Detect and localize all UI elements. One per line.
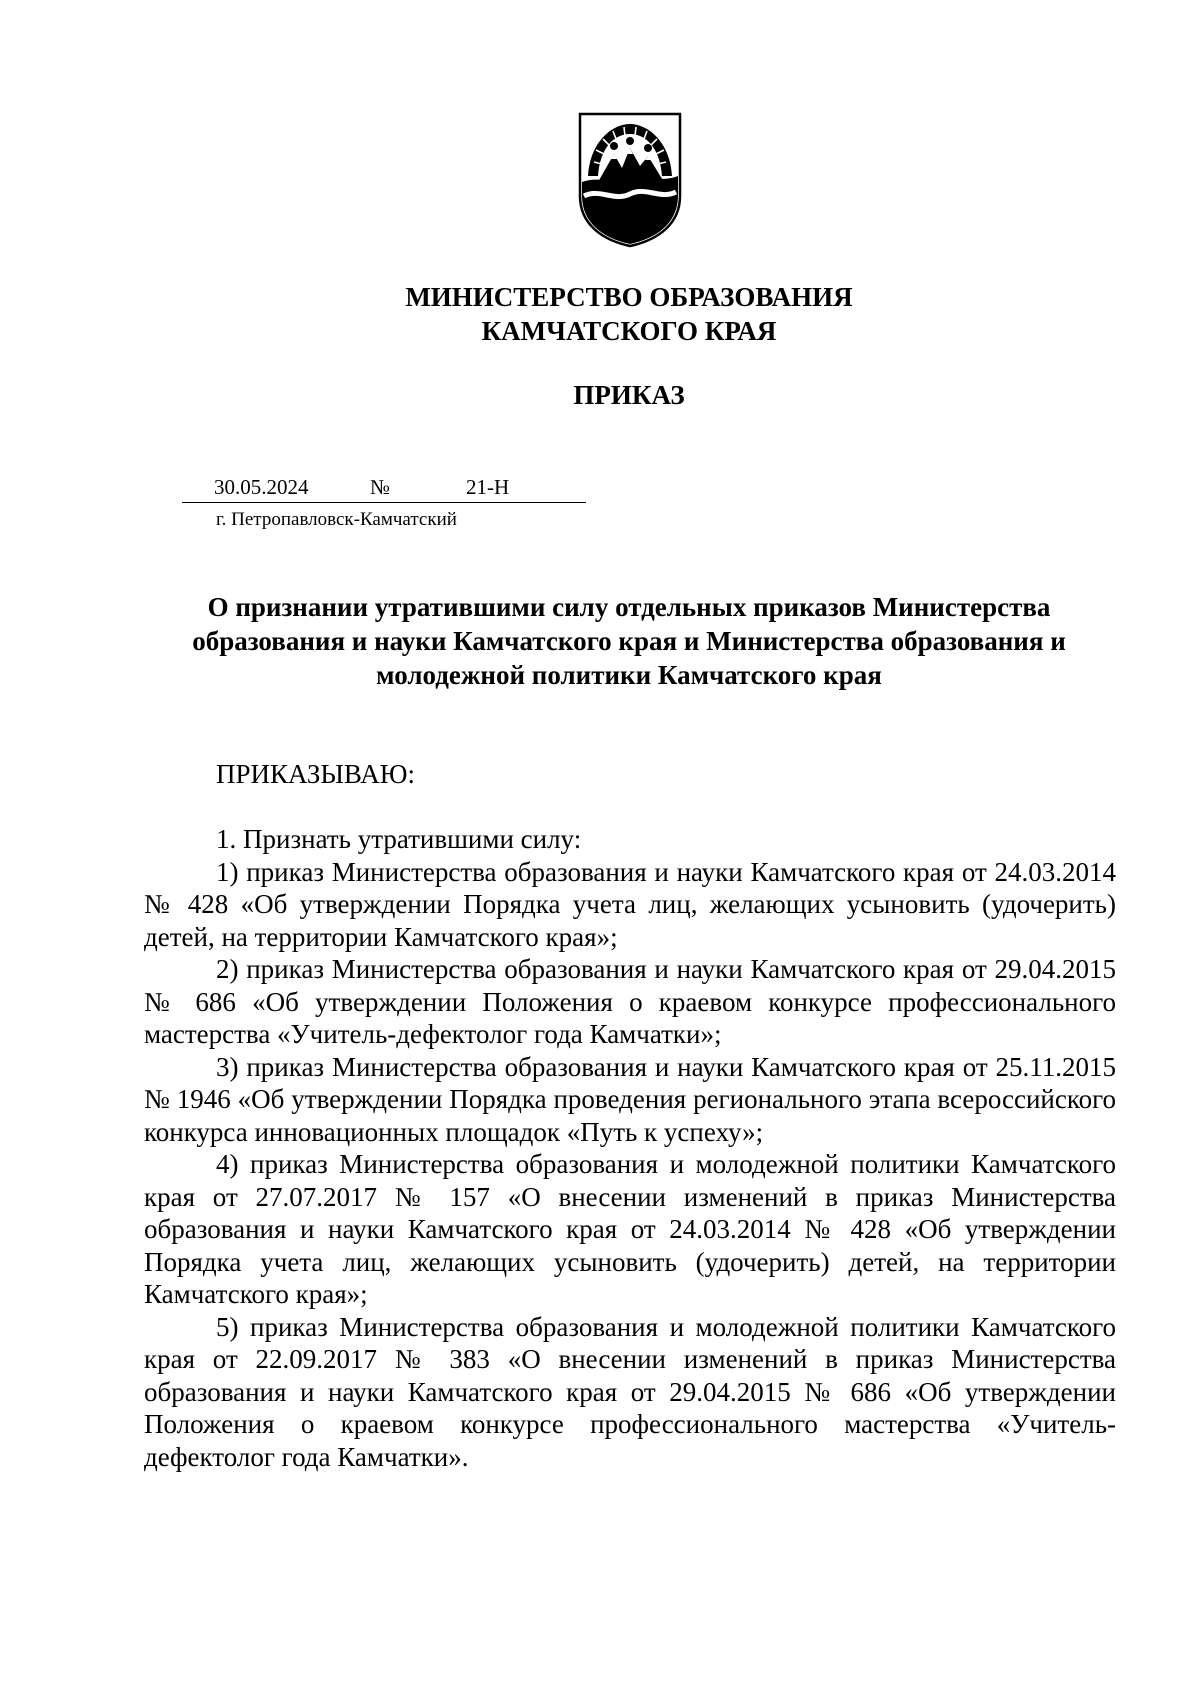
coat-of-arms-emblem xyxy=(578,112,682,248)
subject-line-3: молодежной политики Камчатского края xyxy=(376,660,882,690)
item-1-intro: 1. Признать утратившими силу: xyxy=(216,824,582,854)
number-sign: № xyxy=(370,475,391,499)
issue-city: г. Петропавловск-Камчатский xyxy=(216,509,457,530)
document-number: 21-Н xyxy=(466,475,510,499)
ministry-name-line-1: МИНИСТЕРСТВО ОБРАЗОВАНИЯ xyxy=(405,282,853,312)
document-body xyxy=(144,823,1116,1473)
subject-line-2: образования и науки Камчатского края и Министерства образования и xyxy=(192,626,1066,656)
ministry-name-line-2: КАМЧАТСКОГО КРАЯ xyxy=(481,316,777,346)
registration-line xyxy=(182,476,586,503)
document-subject xyxy=(150,590,1108,692)
document-date: 30.05.2024 xyxy=(214,475,309,499)
list-item-1: 1) приказ Министерства образования и науки Камчатского края от 24.03.2014 № 428 «Об утверждении Порядка учета лиц, желающих усыновить (удочерить) детей, на территории Камчатского края»; xyxy=(144,856,1116,952)
document-type: ПРИКАЗ xyxy=(573,380,685,410)
order-directive: ПРИКАЗЫВАЮ: xyxy=(216,759,415,789)
list-item-4: 4) приказ Министерства образования и молодежной политики Камчатского края от 27.07.2017 № 157 «О внесении изменений в приказ Министерства образования и науки Камчатского края от 24.03.2014 № 428 «Об утверждении Порядка учета лиц, желающих усыновить (удочерить) детей, на территории Камчатского края»; xyxy=(144,1149,1116,1309)
list-item-2: 2) приказ Министерства образования и науки Камчатского края от 29.04.2015 № 686 «Об утверждении Положения о краевом конкурсе профессионального мастерства «Учитель-дефектолог года Камчатки»; xyxy=(144,954,1116,1049)
ministry-name xyxy=(0,280,1200,348)
subject-line-1: О признании утратившими силу отдельных приказов Министерства xyxy=(207,592,1051,622)
list-item-5: 5) приказ Министерства образования и молодежной политики Камчатского края от 22.09.2017 № 383 «О внесении изменений в приказ Министерства образования и науки Камчатского края от 29.04.2015 № 686 «Об утверждении Положения о краевом конкурсе профессионального мастерства «Учитель-дефектолог года Камчатки». xyxy=(144,1311,1116,1472)
list-item-3: 3) приказ Министерства образования и науки Камчатского края от 25.11.2015 № 1946 «Об утверждении Порядка проведения регионального этапа всероссийского конкурса инновационных площадок «Путь к успеху»; xyxy=(144,1051,1116,1147)
